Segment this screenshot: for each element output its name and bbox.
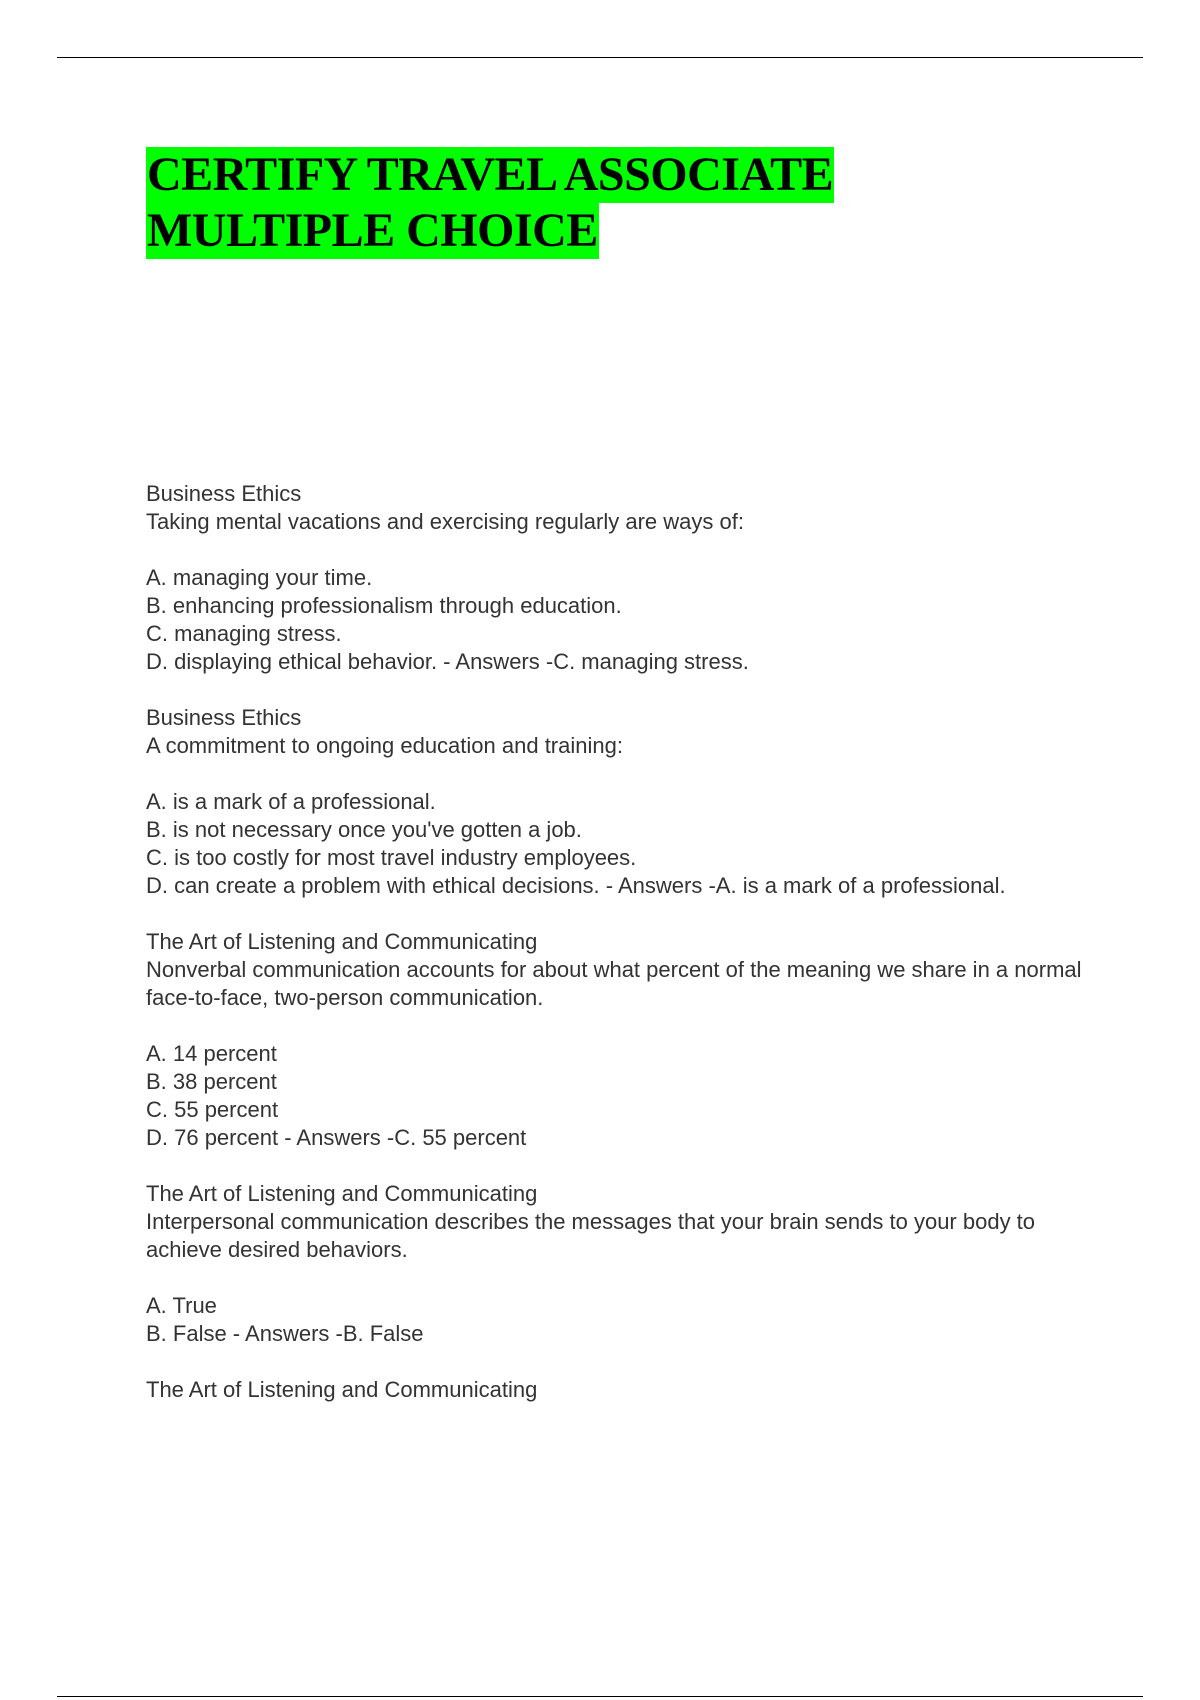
question-category: Business Ethics bbox=[146, 481, 302, 506]
question-block bbox=[146, 1180, 1086, 1348]
answer-option: D. displaying ethical behavior. - Answers -C. managing stress. bbox=[146, 649, 749, 674]
document-title bbox=[146, 147, 1046, 259]
question-text: Interpersonal communication describes the messages that your brain sends to your body to achieve desired behaviors. bbox=[146, 1209, 1042, 1262]
question-block bbox=[146, 480, 1086, 676]
answer-option: A. 14 percent bbox=[146, 1041, 277, 1066]
bottom-rule bbox=[57, 1696, 1143, 1697]
answer-option: C. 55 percent bbox=[146, 1097, 279, 1122]
answer-option: A. is a mark of a professional. bbox=[146, 789, 436, 814]
question-category: The Art of Listening and Communicating bbox=[146, 929, 538, 954]
answer-option: C. managing stress. bbox=[146, 621, 342, 646]
question-list bbox=[146, 480, 1086, 1432]
top-rule bbox=[57, 57, 1143, 58]
question-category: The Art of Listening and Communicating bbox=[146, 1181, 538, 1206]
title-line-2: MULTIPLE CHOICE bbox=[147, 204, 598, 257]
question-block bbox=[146, 1376, 1086, 1404]
answer-option: D. 76 percent - Answers -C. 55 percent bbox=[146, 1125, 527, 1150]
question-text: A commitment to ongoing education and training: bbox=[146, 733, 623, 758]
answer-option: D. can create a problem with ethical decisions. - Answers -A. is a mark of a professional. bbox=[146, 873, 1006, 898]
question-block bbox=[146, 704, 1086, 900]
title-line-1: CERTIFY TRAVEL ASSOCIATE bbox=[147, 148, 834, 201]
question-text: Taking mental vacations and exercising regularly are ways of: bbox=[146, 509, 744, 534]
answer-option: A. True bbox=[146, 1293, 217, 1318]
answer-option: B. 38 percent bbox=[146, 1069, 277, 1094]
question-category: Business Ethics bbox=[146, 705, 302, 730]
question-block bbox=[146, 928, 1086, 1152]
question-category: The Art of Listening and Communicating bbox=[146, 1377, 538, 1402]
answer-option: C. is too costly for most travel industry employees. bbox=[146, 845, 637, 870]
question-text: Nonverbal communication accounts for about what percent of the meaning we share in a normal face-to-face, two-person communication. bbox=[146, 957, 1088, 1010]
answer-option: B. is not necessary once you've gotten a job. bbox=[146, 817, 582, 842]
answer-option: B. enhancing professionalism through education. bbox=[146, 593, 622, 618]
answer-option: A. managing your time. bbox=[146, 565, 373, 590]
answer-option: B. False - Answers -B. False bbox=[146, 1321, 424, 1346]
